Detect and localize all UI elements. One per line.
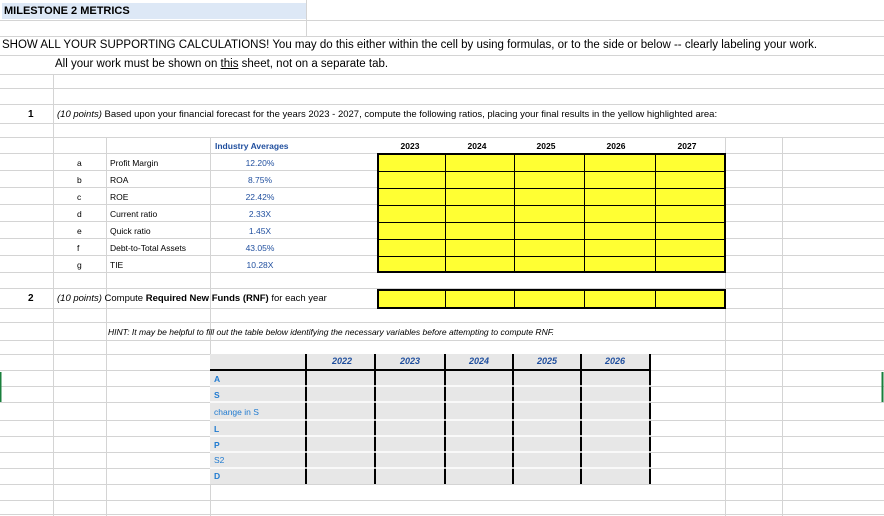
row-letter[interactable]: f — [77, 243, 80, 253]
industry-average-value[interactable]: 10.28X — [246, 260, 274, 270]
rnf-var-label[interactable]: S — [214, 390, 220, 400]
rnf-var-label[interactable]: A — [214, 374, 221, 384]
rnf-table-lines — [210, 354, 651, 484]
question-1-points: (10 points) — [57, 109, 102, 120]
industry-average-value[interactable]: 2.33X — [248, 209, 272, 219]
ratio-name[interactable]: Quick ratio — [110, 226, 151, 236]
question-1-text[interactable] — [57, 109, 717, 120]
rnf-year-2022[interactable]: 2022 — [331, 356, 353, 366]
hint-text[interactable]: HINT: It may be helpful to fill out the table below identifying the necessary variables before attempting to compute RNF. — [108, 327, 555, 337]
row-letter[interactable]: c — [77, 192, 82, 202]
row-letter[interactable]: b — [77, 175, 82, 185]
question-2-prompt: Compute — [101, 293, 146, 304]
question-2-rnf-term: Required New Funds (RNF) — [145, 293, 269, 304]
question-2-number[interactable]: 2 — [28, 293, 34, 304]
row-letter[interactable]: e — [77, 226, 82, 236]
rnf-year-2024[interactable]: 2024 — [468, 356, 490, 366]
rnf-var-label[interactable]: P — [214, 440, 220, 450]
industry-average-value[interactable]: 43.05% — [245, 243, 275, 253]
question-1-prompt: Based upon your financial forecast for the years 2023 - 2027, compute the following ratios, placing your final results in the yellow highlighted area: — [101, 109, 718, 120]
industry-average-value[interactable]: 12.20% — [245, 158, 275, 168]
row-letter[interactable]: d — [77, 209, 82, 219]
rnf-var-label[interactable]: L — [214, 424, 220, 434]
instructions-line-1[interactable]: SHOW ALL YOUR SUPPORTING CALCULATIONS! You may do this either within the cell by using formulas, or to the side or below -- clearly labeling your work. — [2, 39, 818, 51]
question-2-prompt-end: for each year — [268, 293, 327, 304]
industry-average-value[interactable]: 1.45X — [248, 226, 272, 236]
ratio-name[interactable]: Debt-to-Total Assets — [110, 243, 187, 253]
instructions-line-2[interactable] — [55, 58, 388, 70]
ratio-name[interactable]: TIE — [110, 260, 124, 270]
ratio-name[interactable]: Current ratio — [110, 209, 158, 219]
rnf-variables-table[interactable] — [210, 354, 651, 484]
question-1-number[interactable]: 1 — [28, 109, 34, 120]
rnf-year-2023[interactable]: 2023 — [399, 356, 421, 366]
rnf-var-label[interactable]: S2 — [214, 455, 225, 465]
industry-average-value[interactable]: 8.75% — [247, 175, 273, 185]
instructions-underlined-word: this — [220, 58, 239, 70]
year-header-2024[interactable]: 2024 — [467, 141, 487, 151]
rnf-var-label[interactable]: change in S — [214, 407, 259, 417]
ratio-name[interactable]: ROE — [110, 192, 129, 202]
ratio-answer-grid[interactable] — [377, 153, 726, 273]
year-header-2026[interactable]: 2026 — [606, 141, 626, 151]
row-letter[interactable]: a — [77, 158, 82, 168]
year-header-2023[interactable]: 2023 — [400, 141, 420, 151]
row-letter[interactable]: g — [77, 260, 82, 270]
industry-average-value[interactable]: 22.42% — [245, 192, 275, 202]
instructions-text-end: sheet, not on a separate tab. — [238, 58, 389, 70]
industry-averages-header[interactable]: Industry Averages — [215, 141, 289, 151]
rnf-year-2025[interactable]: 2025 — [536, 356, 558, 366]
rnf-year-2026[interactable]: 2026 — [604, 356, 626, 366]
question-2-text[interactable] — [57, 293, 327, 304]
year-header-2027[interactable]: 2027 — [677, 141, 697, 151]
ratio-name[interactable]: Profit Margin — [110, 158, 159, 168]
ratio-name[interactable]: ROA — [110, 175, 129, 185]
rnf-var-label[interactable]: D — [214, 471, 221, 481]
question-2-points: (10 points) — [57, 293, 102, 304]
rnf-answer-row[interactable] — [377, 289, 726, 309]
year-header-2025[interactable]: 2025 — [536, 141, 556, 151]
sheet-title[interactable]: MILESTONE 2 METRICS — [2, 3, 306, 19]
instructions-text: All your work must be shown on — [55, 58, 221, 70]
